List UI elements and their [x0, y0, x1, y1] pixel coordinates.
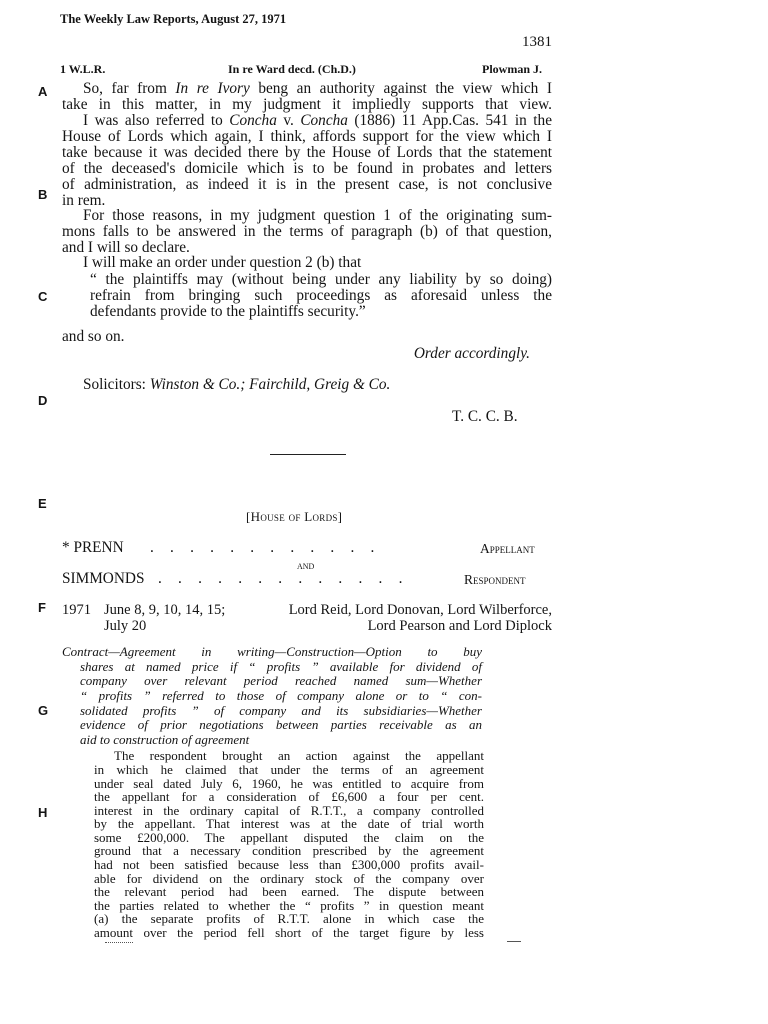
headnote-line-13: (a) the separate profits of R.T.T. alone in which case the: [94, 911, 484, 926]
headnote-line-10: able for dividend on the ordinary stock of the company over: [94, 871, 484, 886]
margin-letter-d: D: [38, 393, 48, 408]
appellant-name: * PRENN: [62, 539, 124, 556]
catchword-line-3: company over relevant period reached named sum—Whether: [80, 673, 482, 688]
para2-line2: House of Lords which again, I think, affords support for the view which I: [62, 128, 552, 145]
headnote-line-12: the parties related to whether the “ profits ” in question meant: [94, 898, 484, 913]
quote-line3: defendants provide to the plaintiffs security.”: [90, 303, 366, 320]
quote-line1: “ the plaintiffs may (without being under any liability by so doing): [90, 271, 552, 288]
margin-letter-e: E: [38, 496, 47, 511]
respondent-name: SIMMONDS: [62, 570, 145, 587]
headnote-line-4: the appellant for a consideration of £6,600 a four per cent.: [94, 789, 484, 804]
cut-off-fragment-right: [507, 941, 521, 945]
para1-line2: take in this matter, in my judgment it impliedly supports that view.: [62, 96, 552, 113]
margin-letter-g: G: [38, 703, 49, 718]
catchword-line-6: evidence of prior negotiations between parties receivable as an: [80, 717, 482, 732]
para2-line6: in rem.: [62, 192, 106, 209]
reporter-initials: T. C. C. B.: [452, 408, 518, 425]
headnote-line-8: ground that a necessary condition prescribed by the agreement: [94, 843, 484, 858]
lords-line-2: Lord Pearson and Lord Diplock: [367, 618, 552, 634]
court-label: [House of Lords]: [246, 509, 343, 524]
respondent-dots: . . . . . . . . . . . . .: [158, 570, 409, 587]
catchword-line-4: “ profits ” referred to those of company alone or to “ con-: [80, 688, 482, 703]
order-accordingly-text: Order accordingly.: [413, 345, 530, 362]
headnote-line-11: the relevant period had been earned. The dispute between: [94, 884, 484, 899]
para1-line1-pre: So, far from: [83, 80, 176, 97]
para3-line1: For those reasons, in my judgment question 1 of the originating sum-: [83, 207, 552, 224]
headnote-line-5: interest in the ordinary capital of R.T.T., a company controlled: [94, 803, 484, 818]
order-accordingly: [300, 346, 530, 362]
para1-line1-post: beng an authority against the view which I: [249, 80, 552, 97]
margin-letter-c: C: [38, 289, 48, 304]
catchword-line-1: Contract—Agreement in writing—Construction—Option to buy: [62, 644, 482, 659]
appellant-dots: . . . . . . . . . . . .: [150, 539, 381, 556]
case-title: In re Ward decd. (Ch.D.): [228, 62, 356, 76]
case-ref-in-re-ivory: In re Ivory: [175, 80, 250, 97]
lords-line-1: Lord Reid, Lord Donovan, Lord Wilberforce,: [288, 602, 552, 618]
headnote-line-9: had not been satisfied because less than £300,000 profits avail-: [94, 857, 484, 872]
judge-name: Plowman J.: [482, 62, 542, 76]
case-ref-concha-a: Concha: [229, 112, 277, 129]
para2-line4: of the deceased's domicile which is to be found in probates and letters: [62, 160, 552, 177]
catchword-line-2: shares at named price if “ profits ” available for dividend of: [80, 659, 482, 674]
solicitors-line: [83, 377, 390, 393]
headnote-line-7: some £200,000. The appellant disputed the claim on the: [94, 830, 484, 845]
para2-line5: of administration, as indeed it is in the present case, is not conclusive: [62, 176, 552, 193]
margin-letter-a: A: [38, 84, 48, 99]
running-title: The Weekly Law Reports, August 27, 1971: [60, 12, 287, 26]
volume-ref: 1 W.L.R.: [60, 62, 106, 76]
para2-line1: [83, 113, 552, 129]
headnote-line-1: The respondent brought an action against the appellant: [114, 748, 484, 763]
para3-line3: and I will so declare.: [62, 239, 190, 256]
headnote-line-14: amount over the period fell short of the target figure by less: [94, 925, 484, 940]
catchword-line-5: solidated profits ” of company and its subsidiaries—Whether: [80, 703, 482, 718]
hearing-year: 1971: [62, 602, 91, 618]
quote-line2: refrain from bringing such proceedings as aforesaid unless the: [90, 287, 552, 304]
page-number: 1381: [522, 34, 552, 50]
solicitors-names: Winston & Co.; Fairchild, Greig & Co.: [149, 376, 391, 393]
para1-line1: [83, 81, 552, 97]
solicitors-label: Solicitors:: [83, 376, 150, 393]
catchword-line-7: aid to construction of agreement: [80, 732, 250, 747]
margin-letter-b: B: [38, 187, 48, 202]
and-label: and: [297, 558, 315, 572]
case-separator-rule: [270, 454, 346, 455]
and-so-on: and so on.: [62, 328, 125, 345]
appellant-role: Appellant: [480, 541, 535, 556]
para2-line1-post: (1886) 11 App.Cas. 541 in the: [347, 112, 552, 129]
headnote-line-3: under seal dated July 6, 1960, he was entitled to acquire from: [94, 776, 484, 791]
hearing-dates-2: July 20: [104, 618, 147, 634]
margin-letter-h: H: [38, 805, 48, 820]
hearing-dates-1: June 8, 9, 10, 14, 15;: [104, 602, 226, 618]
para3-line2: mons falls to be answered in the terms of paragraph (b) of that question,: [62, 223, 552, 240]
headnote-line-6: by the appellant. That interest was at the date of trial worth: [94, 816, 484, 831]
cut-off-fragment-left: [105, 942, 133, 946]
margin-letter-f: F: [38, 600, 46, 615]
para2-line1-pre: I was also referred to: [83, 112, 230, 129]
headnote-line-2: in which he claimed that under the terms of an agreement: [94, 762, 484, 777]
para4-line1: I will make an order under question 2 (b) that: [83, 254, 362, 271]
para2-line3: take because it was decided there by the House of Lords that the statement: [62, 144, 552, 161]
respondent-role: Respondent: [464, 572, 526, 587]
para2-line1-v: v.: [276, 112, 301, 129]
case-ref-concha-b: Concha: [300, 112, 348, 129]
